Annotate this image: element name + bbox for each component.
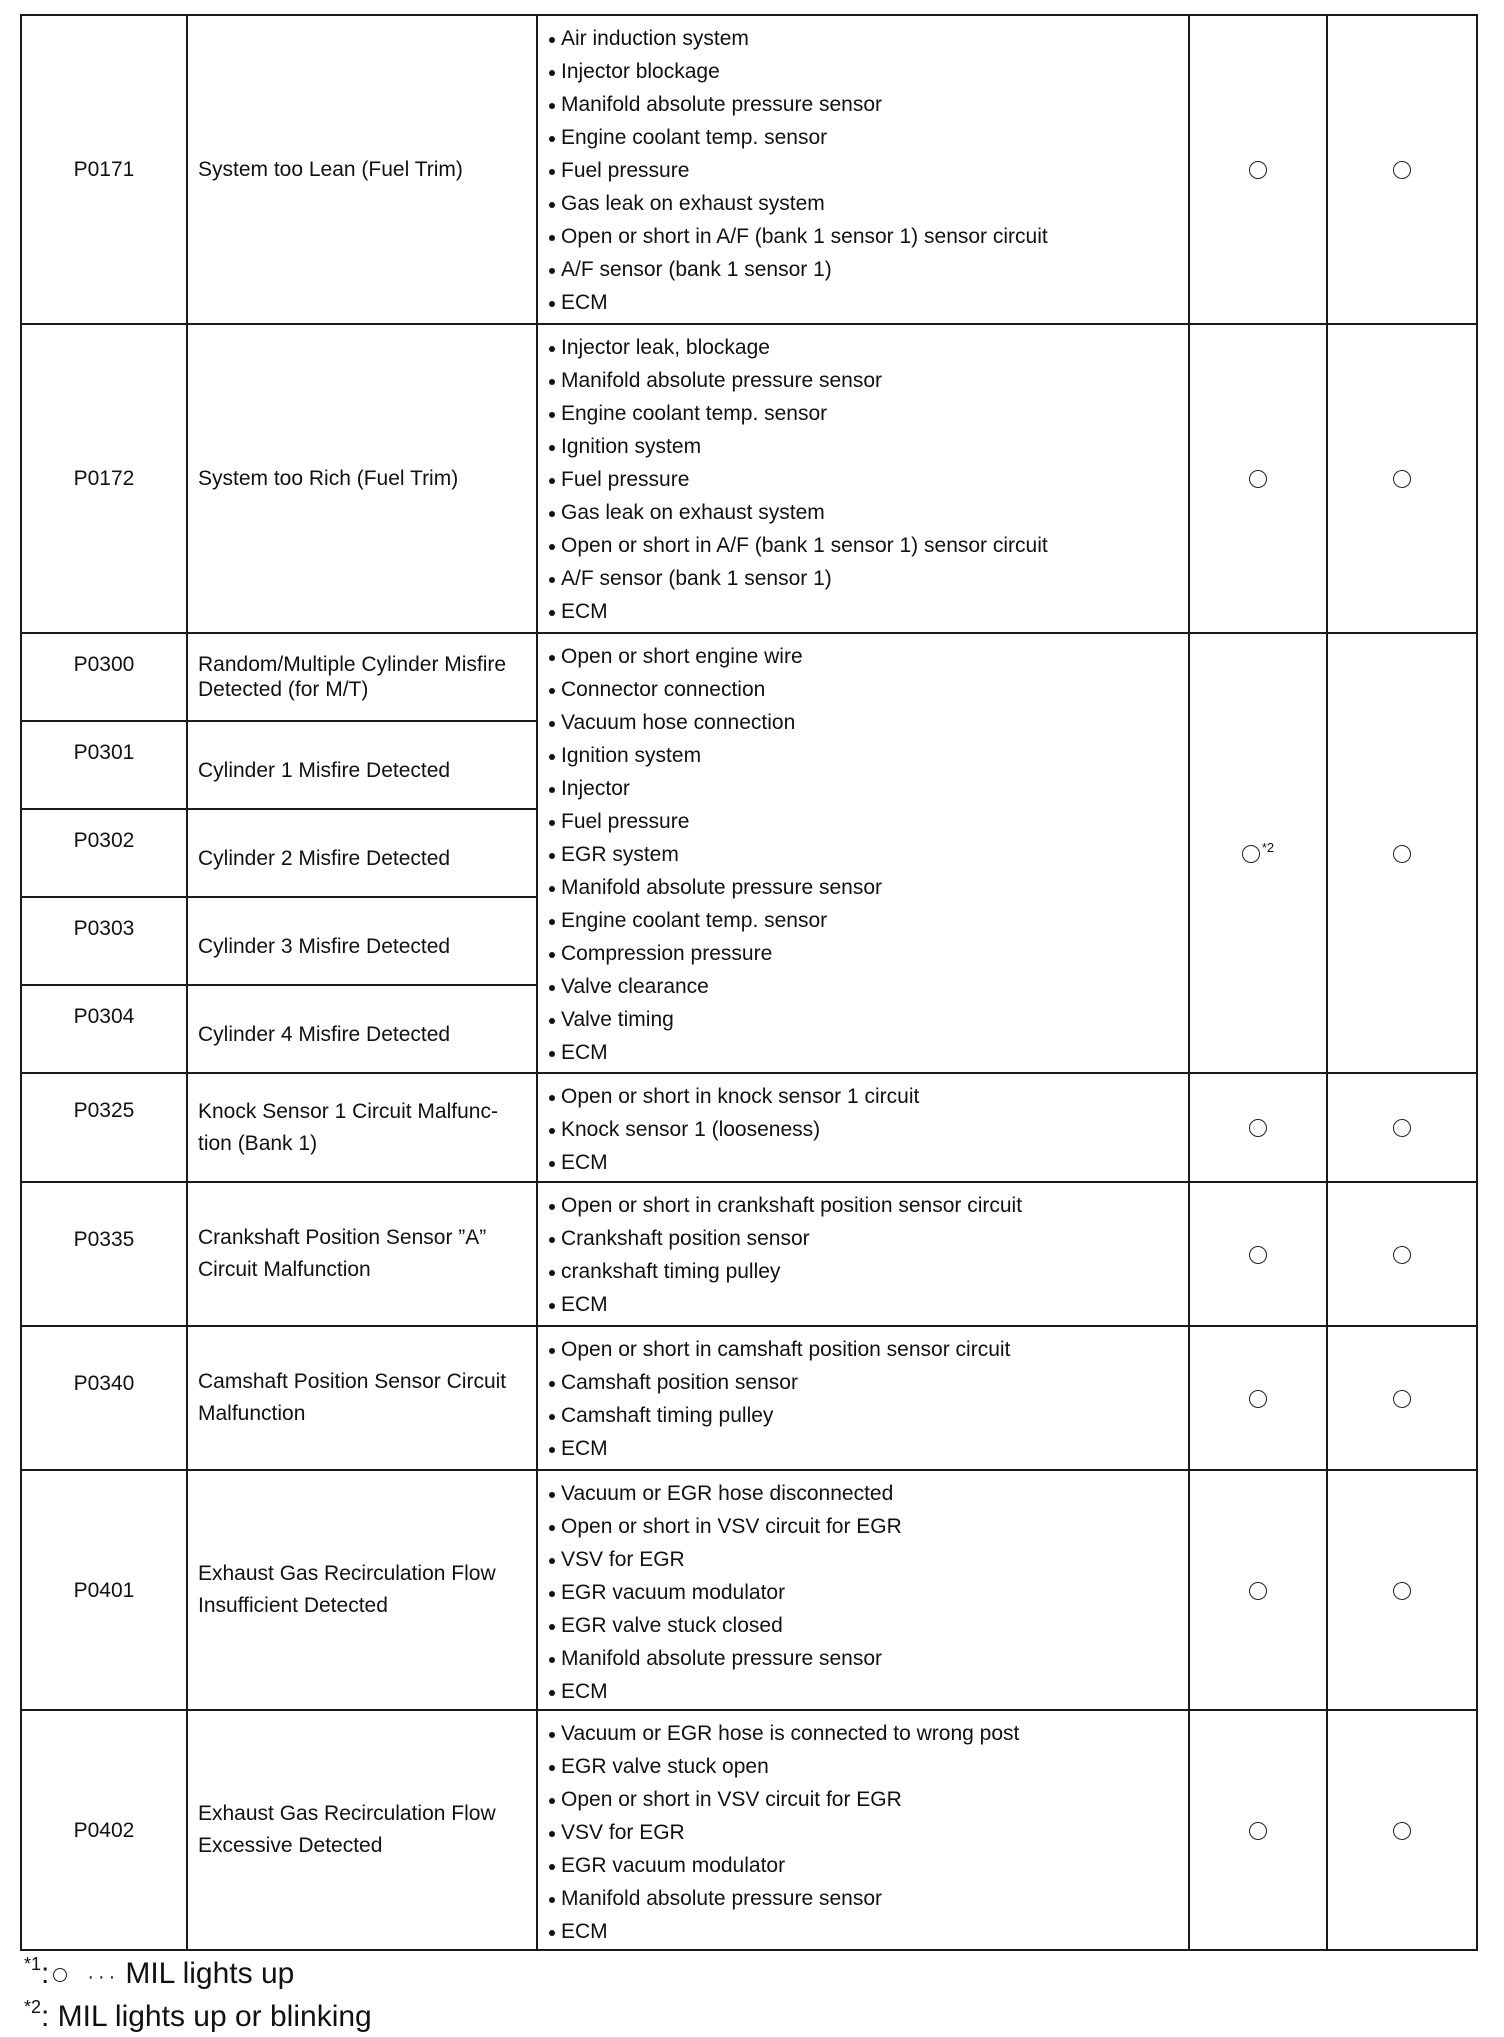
detection-item: Exhaust Gas Recirculation Flow Excessive Detected <box>187 1710 537 1950</box>
footnote-1-text: MIL lights up <box>125 1957 295 1990</box>
trouble-area-item: Fuel pressure <box>548 154 1188 187</box>
trouble-areas <box>537 633 1189 1073</box>
trouble-area-item: Open or short in A/F (bank 1 sensor 1) sensor circuit <box>548 220 1188 253</box>
memory-mark <box>1327 15 1477 324</box>
trouble-area-item: ECM <box>548 595 1188 628</box>
table-row <box>21 324 1477 633</box>
circle-icon <box>1393 845 1411 863</box>
trouble-area-item: Injector blockage <box>548 55 1188 88</box>
dtc-code: P0172 <box>21 324 187 633</box>
trouble-area-item: Open or short in VSV circuit for EGR <box>548 1783 1188 1816</box>
dtc-code: P0301 <box>21 721 187 809</box>
table-row <box>21 1182 1477 1326</box>
trouble-area-item: Valve timing <box>548 1003 1188 1036</box>
circle-icon <box>1393 1246 1411 1264</box>
detection-item: Random/Multiple Cylinder Misfire Detected (for M/T) <box>187 633 537 721</box>
trouble-area-item: EGR valve stuck closed <box>548 1609 1188 1642</box>
dtc-table <box>20 14 1478 1951</box>
detection-item: System too Lean (Fuel Trim) <box>187 15 537 324</box>
trouble-area-item: VSV for EGR <box>548 1816 1188 1849</box>
table-row <box>21 1470 1477 1710</box>
trouble-area-item: Fuel pressure <box>548 463 1188 496</box>
trouble-area-item: Manifold absolute pressure sensor <box>548 88 1188 121</box>
trouble-area-item: VSV for EGR <box>548 1543 1188 1576</box>
footnote-2-mark: *2 <box>24 1997 42 2017</box>
footnote-1-mark: *1 <box>24 1954 42 1974</box>
footnote-2 <box>24 1997 372 2037</box>
trouble-area-item: Manifold absolute pressure sensor <box>548 364 1188 397</box>
circle-icon <box>53 1968 67 1982</box>
mil-mark <box>1189 1073 1327 1182</box>
trouble-area-item: Vacuum or EGR hose is connected to wrong post <box>548 1717 1188 1750</box>
detection-item: Knock Sensor 1 Circuit Malfunc- tion (Bank 1) <box>187 1073 537 1182</box>
dtc-code: P0325 <box>21 1073 187 1182</box>
table-row <box>21 1326 1477 1470</box>
trouble-area-item: Knock sensor 1 (looseness) <box>548 1113 1188 1146</box>
trouble-area-item: Engine coolant temp. sensor <box>548 397 1188 430</box>
trouble-area-item: Connector connection <box>548 673 1188 706</box>
trouble-area-item: Ignition system <box>548 739 1188 772</box>
trouble-area-item: ECM <box>548 1146 1188 1179</box>
trouble-area-item: A/F sensor (bank 1 sensor 1) <box>548 253 1188 286</box>
circle-icon <box>1393 1582 1411 1600</box>
dtc-code: P0300 <box>21 633 187 721</box>
footnote-ref: *2 <box>1261 839 1275 855</box>
trouble-area-item: Vacuum hose connection <box>548 706 1188 739</box>
trouble-areas <box>537 324 1189 633</box>
detection-item: Cylinder 3 Misfire Detected <box>187 897 537 985</box>
circle-icon <box>1393 1390 1411 1408</box>
memory-mark <box>1327 633 1477 1073</box>
trouble-area-item: Manifold absolute pressure sensor <box>548 1882 1188 1915</box>
trouble-area-item: Open or short in VSV circuit for EGR <box>548 1510 1188 1543</box>
trouble-area-item: Open or short in camshaft position sensor circuit <box>548 1333 1188 1366</box>
circle-icon <box>1393 161 1411 179</box>
trouble-area-item: Crankshaft position sensor <box>548 1222 1188 1255</box>
footnotes <box>24 1954 372 2037</box>
table-row <box>21 15 1477 324</box>
trouble-area-item: Manifold absolute pressure sensor <box>548 871 1188 904</box>
dtc-code: P0303 <box>21 897 187 985</box>
trouble-area-item: A/F sensor (bank 1 sensor 1) <box>548 562 1188 595</box>
detection-item: Crankshaft Position Sensor ”A” Circuit Malfunction <box>187 1182 537 1326</box>
trouble-area-item: EGR valve stuck open <box>548 1750 1188 1783</box>
trouble-area-item: ECM <box>548 1675 1188 1708</box>
mil-mark <box>1189 1470 1327 1710</box>
trouble-area-item: ECM <box>548 1036 1188 1069</box>
trouble-area-item: EGR system <box>548 838 1188 871</box>
circle-icon <box>1249 1390 1267 1408</box>
trouble-area-item: Engine coolant temp. sensor <box>548 904 1188 937</box>
trouble-areas <box>537 1710 1189 1950</box>
circle-icon <box>1393 470 1411 488</box>
trouble-area-item: Air induction system <box>548 22 1188 55</box>
detection-item: System too Rich (Fuel Trim) <box>187 324 537 633</box>
memory-mark <box>1327 1182 1477 1326</box>
memory-mark <box>1327 1470 1477 1710</box>
circle-icon <box>1249 470 1267 488</box>
trouble-area-item: crankshaft timing pulley <box>548 1255 1188 1288</box>
footnote-1-colon: : <box>41 1957 50 1990</box>
mil-mark <box>1189 15 1327 324</box>
trouble-area-item: ECM <box>548 286 1188 319</box>
trouble-area-item: Ignition system <box>548 430 1188 463</box>
trouble-area-item: Vacuum or EGR hose disconnected <box>548 1477 1188 1510</box>
trouble-area-item: Open or short in crankshaft position sensor circuit <box>548 1189 1188 1222</box>
mil-mark <box>1189 1710 1327 1950</box>
trouble-area-item: Gas leak on exhaust system <box>548 187 1188 220</box>
trouble-area-item: Open or short in A/F (bank 1 sensor 1) sensor circuit <box>548 529 1188 562</box>
ellipsis: ··· <box>87 1966 120 1988</box>
trouble-area-item: ECM <box>548 1432 1188 1465</box>
mil-mark <box>1189 1326 1327 1470</box>
dtc-code: P0171 <box>21 15 187 324</box>
table-row <box>21 1710 1477 1950</box>
circle-icon <box>1249 1119 1267 1137</box>
circle-icon <box>1242 845 1260 863</box>
memory-mark <box>1327 1326 1477 1470</box>
footnote-2-text: : MIL lights up or blinking <box>41 2000 372 2033</box>
trouble-area-item: Open or short engine wire <box>548 640 1188 673</box>
dtc-code: P0302 <box>21 809 187 897</box>
trouble-area-item: Camshaft timing pulley <box>548 1399 1188 1432</box>
detection-item: Cylinder 2 Misfire Detected <box>187 809 537 897</box>
dtc-code: P0335 <box>21 1182 187 1326</box>
circle-icon <box>1249 1822 1267 1840</box>
circle-icon <box>1393 1119 1411 1137</box>
dtc-code: P0340 <box>21 1326 187 1470</box>
trouble-areas <box>537 15 1189 324</box>
trouble-area-item: EGR vacuum modulator <box>548 1849 1188 1882</box>
trouble-area-item: ECM <box>548 1915 1188 1948</box>
trouble-area-item: Fuel pressure <box>548 805 1188 838</box>
circle-icon <box>1393 1822 1411 1840</box>
memory-mark <box>1327 1073 1477 1182</box>
trouble-area-item: EGR vacuum modulator <box>548 1576 1188 1609</box>
trouble-area-item: Injector <box>548 772 1188 805</box>
trouble-areas <box>537 1470 1189 1710</box>
memory-mark <box>1327 324 1477 633</box>
detection-item: Cylinder 1 Misfire Detected <box>187 721 537 809</box>
circle-icon <box>1249 161 1267 179</box>
trouble-area-item: Compression pressure <box>548 937 1188 970</box>
trouble-area-item: Valve clearance <box>548 970 1188 1003</box>
trouble-area-item: Open or short in knock sensor 1 circuit <box>548 1080 1188 1113</box>
memory-mark <box>1327 1710 1477 1950</box>
footnote-1 <box>24 1954 372 1997</box>
table-row <box>21 1073 1477 1182</box>
detection-item: Exhaust Gas Recirculation Flow Insufficient Detected <box>187 1470 537 1710</box>
trouble-area-item: Manifold absolute pressure sensor <box>548 1642 1188 1675</box>
circle-icon <box>1249 1582 1267 1600</box>
dtc-code: P0304 <box>21 985 187 1073</box>
table-row <box>21 633 1477 721</box>
mil-mark <box>1189 324 1327 633</box>
circle-icon <box>1249 1246 1267 1264</box>
trouble-area-item: Camshaft position sensor <box>548 1366 1188 1399</box>
trouble-areas <box>537 1326 1189 1470</box>
detection-item: Camshaft Position Sensor Circuit Malfunction <box>187 1326 537 1470</box>
trouble-area-item: ECM <box>548 1288 1188 1321</box>
dtc-code: P0402 <box>21 1710 187 1950</box>
detection-item: Cylinder 4 Misfire Detected <box>187 985 537 1073</box>
trouble-area-item: Injector leak, blockage <box>548 331 1188 364</box>
trouble-areas <box>537 1182 1189 1326</box>
dtc-code: P0401 <box>21 1470 187 1710</box>
mil-mark <box>1189 633 1327 1073</box>
trouble-areas <box>537 1073 1189 1182</box>
mil-mark <box>1189 1182 1327 1326</box>
trouble-area-item: Engine coolant temp. sensor <box>548 121 1188 154</box>
trouble-area-item: Gas leak on exhaust system <box>548 496 1188 529</box>
